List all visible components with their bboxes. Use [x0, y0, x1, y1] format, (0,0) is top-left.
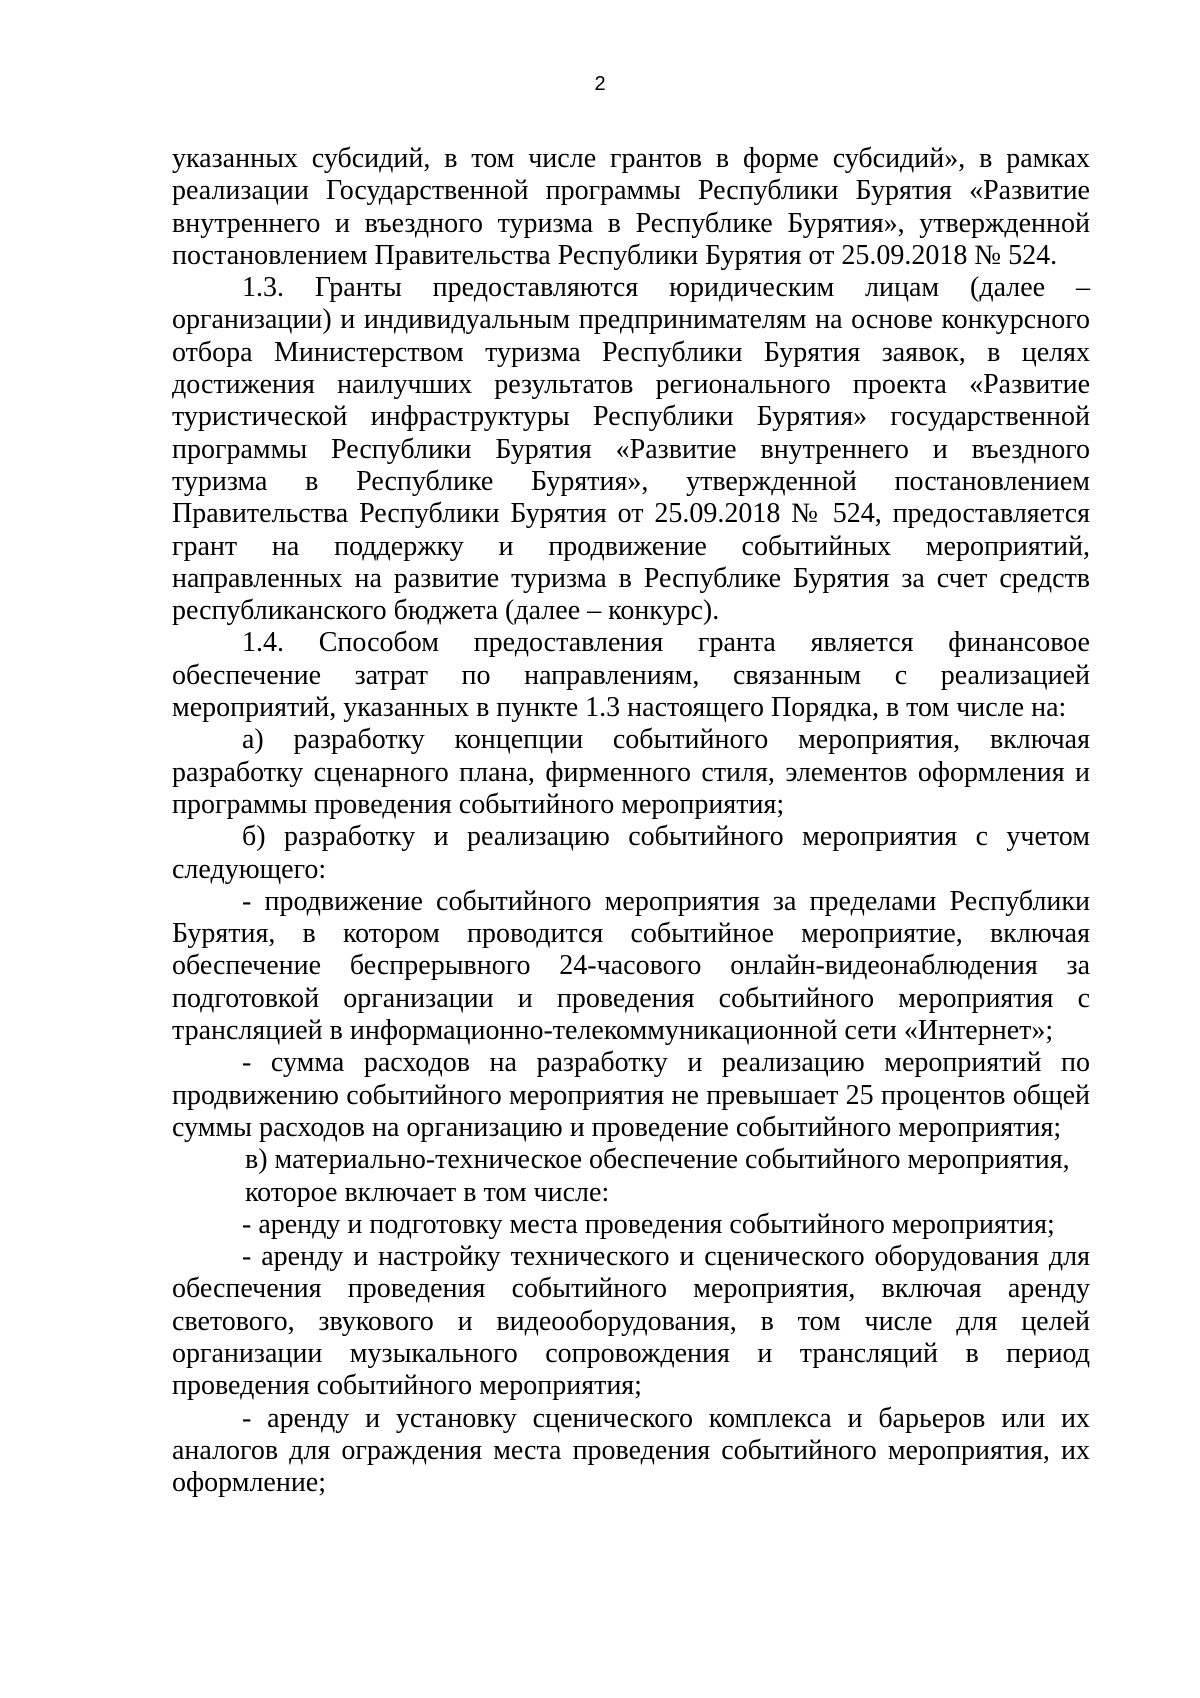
list-item-b: б) разработку и реализацию событийного мероприятия с учетом следующего: — [172, 821, 1090, 885]
list-item-v: в) материально-техническое обеспечение событийного мероприятия, — [245, 1144, 1070, 1176]
list-item-v-venue-rental: - аренду и подготовку места проведения событийного мероприятия; — [242, 1208, 1055, 1240]
list-item-b-expense-limit: - сумма расходов на разработку и реализацию мероприятий по продвижению событийного мероприятия не превышает 25 процентов общей суммы расходов на организацию и проведение событийного мероприятия; — [172, 1047, 1090, 1143]
page-number: 2 — [594, 73, 606, 95]
paragraph-continuation: указанных субсидий, в том числе грантов в форме субсидий», в рамках реализации Государственной программы Республики Бурятия «Развитие внутреннего и въездного туризма в Республике Бурятия», утвержденной постановлением Правительства Республики Бурятия от 25.09.2018 № 524. — [172, 143, 1090, 271]
list-item-v-equipment-rental: - аренду и настройку технического и сценического оборудования для обеспечения проведения событийного мероприятия, включая аренду светового, звукового и видеооборудования, в том числе для целей организации музыкального сопровождения и трансляций в период проведения событийного мероприятия; — [172, 1241, 1090, 1402]
list-item-b-promotion: - продвижение событийного мероприятия за пределами Республики Бурятия, в котором проводится событийное мероприятие, включая обеспечение беспрерывного 24-часового онлайн-видеонаблюдения за подготовкой организации и проведения событийного мероприятия с трансляцией в информационно-телекоммуникационной сети «Интернет»; — [172, 885, 1090, 1047]
paragraph-1-3: 1.3. Гранты предоставляются юридическим лицам (далее – организации) и индивидуальным предпринимателям на основе конкурсного отбора Министерством туризма Республики Бурятия заявок, в целях достижения наилучших результатов регионального проекта «Развитие туристической инфраструктуры Республики Бурятия» государственной программы Республики Бурятия «Развитие внутреннего и въездного туризма в Республике Бурятия», утвержденной постановлением Правительства Республики Бурятия от 25.09.2018 № 524, предоставляется грант на поддержку и продвижение событийных мероприятий, направленных на развитие туризма в Республике Бурятия за счет средств республиканского бюджета (далее – конкурс). — [172, 272, 1090, 627]
list-item-v-continuation: которое включает в том числе: — [245, 1176, 610, 1208]
list-item-v-stage-rental: - аренду и установку сценического комплекса и барьеров или их аналогов для ограждения места проведения событийного мероприятия, их оформление; — [172, 1402, 1090, 1499]
document-body — [172, 143, 1090, 1499]
paragraph-1-4: 1.4. Способом предоставления гранта является финансовое обеспечение затрат по направлениям, связанным с реализацией мероприятий, указанных в пункте 1.3 настоящего Порядка, в том числе на: — [172, 627, 1090, 724]
list-item-a: а) разработку концепции событийного мероприятия, включая разработку сценарного плана, фирменного стиля, элементов оформления и программы проведения событийного мероприятия; — [172, 724, 1090, 820]
